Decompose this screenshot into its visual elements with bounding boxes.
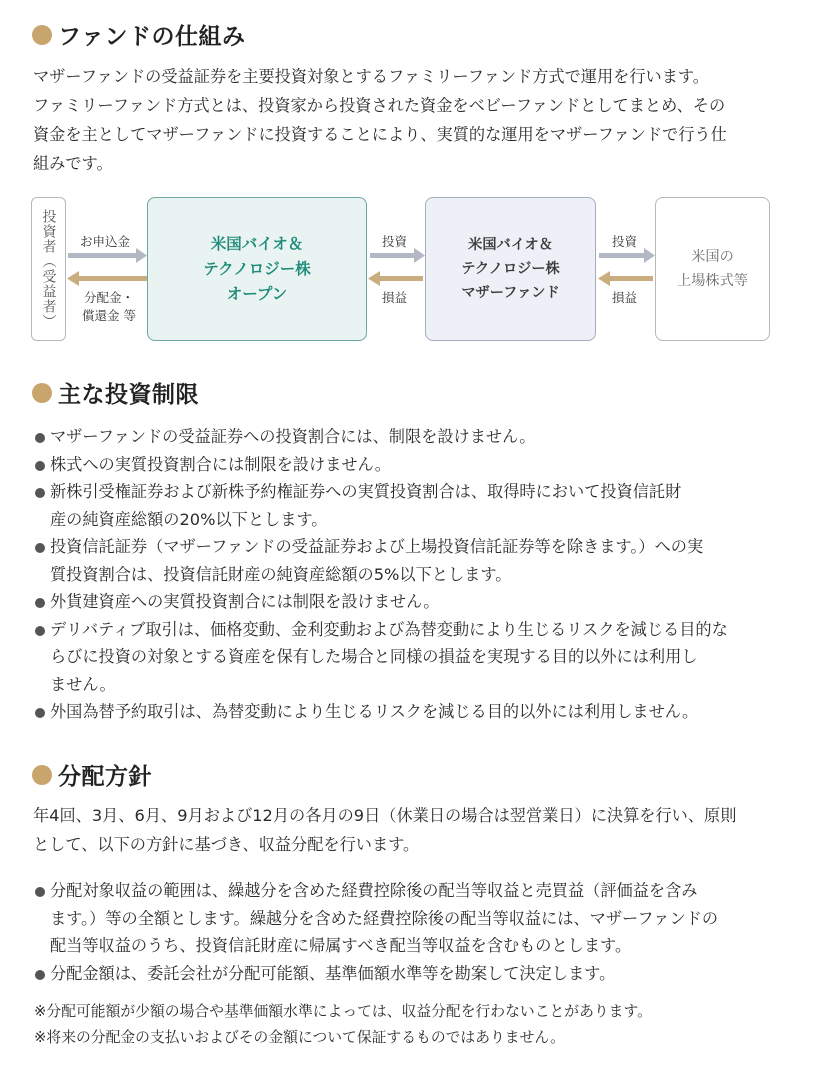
investor-box [31,197,66,341]
list-item-text: 配当等収益のうち、投資信託財産に帰属すべき配当等収益を含むものとします。 [50,936,632,955]
mother-fund-line: 米国バイオ＆ [468,237,553,253]
subscription-label: お申込金 [80,234,131,249]
section-bullet-icon [32,765,52,785]
list-item-text: ません。 [50,674,116,694]
list-item-text: デリバティブ取引は、価格変動、金利変動および為替変動により生じるリスクを減じる目的な [50,619,728,639]
list-item [34,877,804,960]
bullet-dot-icon [35,708,45,718]
investment-limits-list [34,423,804,726]
us-stocks-line: 上場株式等 [677,273,748,289]
section-title-investment-limits [32,376,199,409]
note-text: ※分配可能額が少額の場合や基準価額水準によっては、収益分配を行わないことがあります。 [34,1003,652,1020]
section-title-distribution-policy [32,758,152,791]
list-item [34,451,804,479]
pnl-label: 損益 [612,290,638,305]
list-item-text: 新株引受権証券および新株予約権証券への実質投資割合は、取得時において投資信託財 [50,482,682,501]
list-item [34,616,804,699]
bullet-dot-icon [35,887,45,897]
bullet-dot-icon [35,461,45,471]
text-line: 資金を主としてマザーファンドに投資することにより、実質的な運用をマザーファンドで行う仕 [33,125,727,144]
open-fund-line: 米国バイオ＆ [210,234,304,253]
bullet-dot-icon [35,543,45,553]
arrow-left-icon [67,271,147,286]
open-fund-line: テクノロジー株 [203,259,311,278]
arrow-right-icon [68,248,147,263]
us-stocks-box [655,197,770,341]
bullet-dot-icon [35,970,45,980]
text-line: として、以下の方針に基づき、収益分配を行います。 [33,835,420,854]
mother-fund-line: テクノロジー株 [461,261,560,277]
section-title-text: 主な投資制限 [58,382,199,408]
list-item-text: 産の純資産総額の20%以下とします。 [50,509,328,529]
list-item-text: ます。）等の全額とします。繰越分を含めた経費控除後の配当等収益には、マザーファンドの [50,908,719,928]
distribution-label [82,289,136,325]
notes [34,999,652,1051]
pnl-label: 損益 [382,290,408,305]
mother-fund-box [425,197,596,341]
note-text: ※将来の分配金の支払いおよびその金額について保証するものではありません。 [34,1029,565,1046]
list-item-text: 分配金額は、委託会社が分配可能額、基準価額水準等を勘案して決定します。 [50,963,616,983]
list-item [34,960,804,988]
mother-fund-line: マザーファンド [461,285,560,301]
list-item [34,478,804,533]
list-item-text: 質投資割合は、投資信託財産の純資産総額の5%以下とします。 [50,564,512,584]
section-bullet-icon [32,25,52,45]
text-line: 組みです。 [33,154,113,173]
list-item-text: 外国為替予約取引は、為替変動により生じるリスクを減じる目的以外には利用しません。 [50,702,699,721]
distribution-label-line: 償還金 等 [82,308,136,323]
list-item-text: マザーファンドの受益証券への投資割合には、制限を設けません。 [50,427,536,446]
bullet-dot-icon [35,626,45,636]
arrow-left-icon [598,271,653,286]
bullet-dot-icon [35,488,45,498]
section-title-text: ファンドの仕組み [58,24,246,50]
text-line: 年4回、3月、6月、9月および12月の各月の9日（休業日の場合は翌営業日）に決算を行い、原則 [33,806,737,825]
list-item [34,588,804,616]
section-title-fund-structure [32,18,246,51]
text-line: ファミリーファンド方式とは、投資家から投資された資金をベビーファンドとしてまとめ、その [33,96,726,115]
list-item [34,423,804,451]
distribution-policy-list [34,877,804,987]
bullet-dot-icon [35,598,45,608]
list-item-text: 株式への実質投資割合には制限を設けません。 [50,454,391,474]
arrow-right-icon [370,248,425,263]
list-item [34,698,804,726]
list-item-text: 外貨建資産への実質投資割合には制限を設けません。 [50,592,440,611]
distribution-policy-description [33,801,803,859]
invest-label: 投資 [612,234,638,249]
invest-label: 投資 [382,234,408,249]
list-item-text: らびに投資の対象とする資産を保有した場合と同様の損益を実現する目的以外には利用し [50,647,698,666]
arrow-right-icon [599,248,655,263]
us-stocks-line: 米国の [691,249,734,265]
list-item-text: 投資信託証券（マザーファンドの受益証券および上場投資信託証券等を除きます。）への実 [50,537,704,556]
bullet-dot-icon [35,433,45,443]
list-item [34,533,804,588]
text-line: マザーファンドの受益証券を主要投資対象とするファミリーファンド方式で運用を行います。 [33,67,709,86]
open-fund-box [147,197,367,341]
open-fund-line: オープン [226,284,288,303]
investor-label: 投資者（受益者） [40,209,57,329]
section-bullet-icon [32,383,52,403]
fund-structure-description [33,62,803,178]
arrow-left-icon [368,271,423,286]
section-title-text: 分配方針 [58,764,152,790]
list-item-text: 分配対象収益の範囲は、繰越分を含めた経費控除後の配当等収益と売買益（評価益を含み [50,881,698,900]
distribution-label-line: 分配金・ [83,290,134,305]
